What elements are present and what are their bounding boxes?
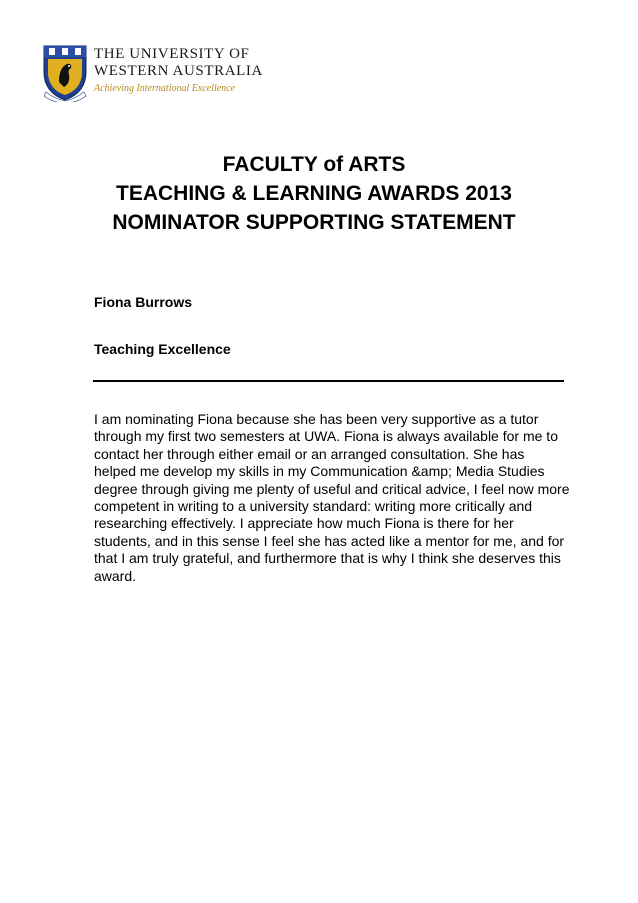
section-divider — [93, 380, 564, 382]
document-title — [0, 150, 638, 237]
award-category: Teaching Excellence — [94, 341, 231, 357]
uwa-crest-icon — [40, 42, 90, 102]
title-line-statement: NOMINATOR SUPPORTING STATEMENT — [112, 211, 516, 234]
university-name — [94, 46, 263, 80]
supporting-statement: I am nominating Fiona because she has been very supportive as a tutor through my first two semesters at UWA. Fiona is always available for me to contact her through either email or an arranged consultation. She has helped me develop my skills in my Communication &amp; Media Studies degree through giving me plenty of useful and critical advice, I feel now more competent in writing to a university standard: writing more critically and researching effectively. I appreciate how much Fiona is there for her students, and in this sense I feel she has acted like a mentor for me, and for that I am truly grateful, and furthermore that is why I think she deserves this award. — [94, 411, 570, 584]
university-name-line1: THE UNIVERSITY OF — [94, 46, 250, 62]
nominee-name: Fiona Burrows — [94, 294, 193, 310]
university-motto: Achieving International Excellence — [94, 83, 236, 94]
university-name-line2: WESTERN AUSTRALIA — [94, 63, 263, 79]
title-line-faculty: FACULTY of ARTS — [222, 153, 406, 176]
title-line-awards: TEACHING & LEARNING AWARDS 2013 — [116, 182, 512, 205]
university-header — [40, 42, 270, 104]
